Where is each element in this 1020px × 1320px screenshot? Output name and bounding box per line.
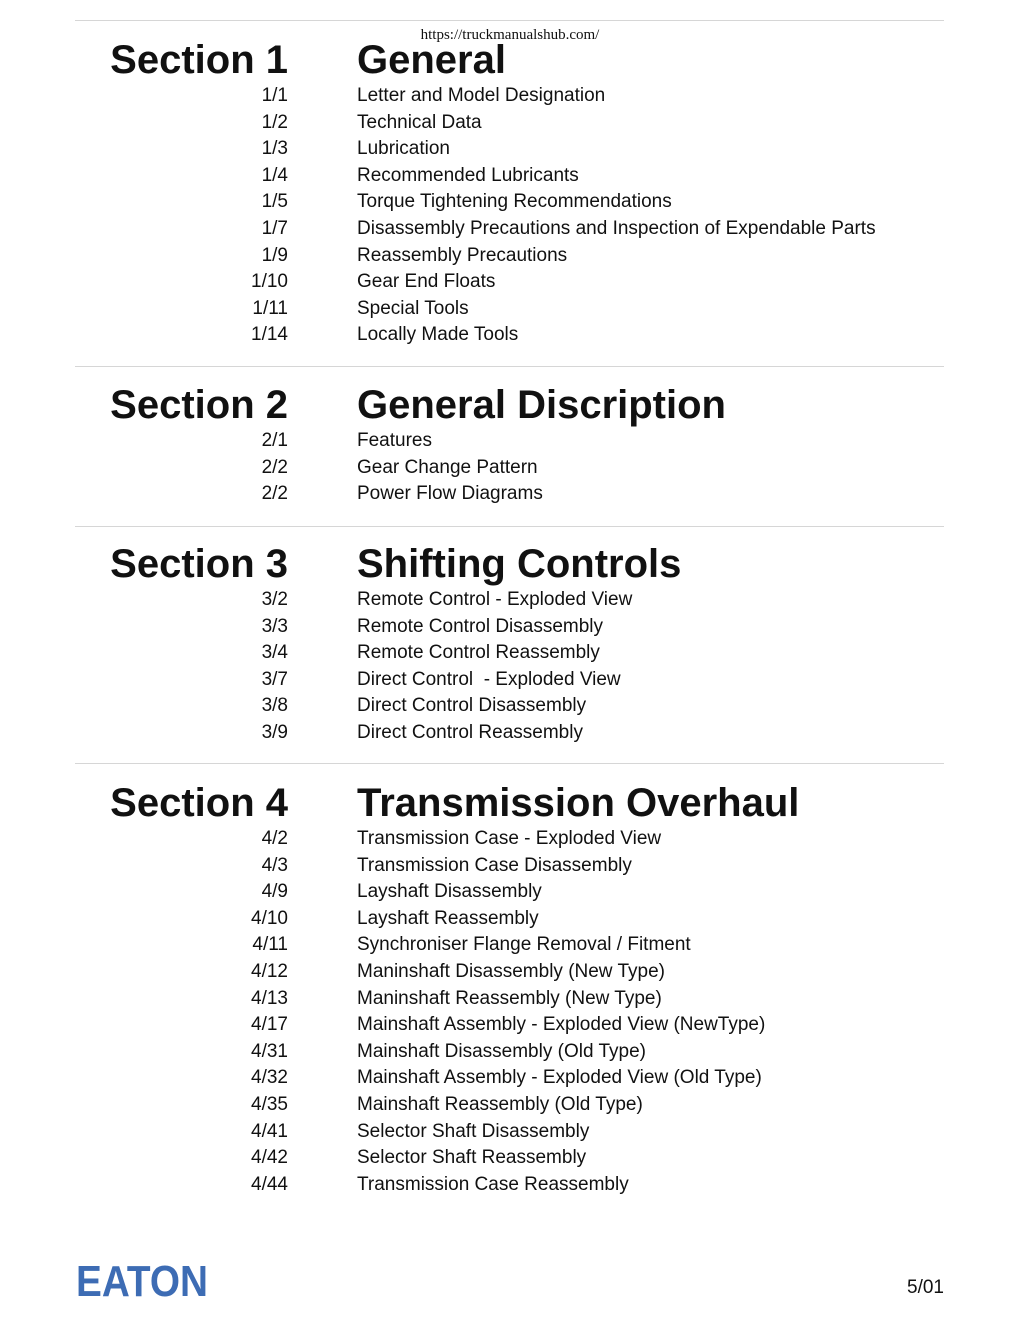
entry-page: 1/14	[251, 324, 288, 346]
entry-title: Direct Control Reassembly	[357, 721, 583, 743]
section-title: General Discription	[357, 383, 726, 427]
entry-title: Remote Control Disassembly	[357, 615, 604, 637]
toc-entry	[0, 587, 1020, 614]
toc-entry	[0, 693, 1020, 720]
entry-page: 1/7	[261, 217, 288, 239]
entry-title: Power Flow Diagrams	[357, 483, 543, 505]
section-4	[0, 780, 1020, 1198]
section-label: Section 3	[110, 542, 288, 586]
section-title: General	[357, 38, 506, 82]
entry-page: 4/10	[251, 907, 288, 929]
entry-title: Disassembly Precautions and Inspection of Expendable Parts	[357, 217, 876, 239]
entry-title: Special Tools	[357, 297, 469, 319]
toc-entry	[0, 1092, 1020, 1119]
entry-title: Transmission Case - Exploded View	[357, 828, 662, 849]
toc-entry	[0, 986, 1020, 1013]
entry-page: 2/1	[261, 430, 288, 451]
entry-list	[0, 587, 1020, 747]
entry-title: Remote Control Reassembly	[357, 642, 600, 664]
entry-list	[0, 83, 1020, 349]
entry-page: 2/2	[261, 456, 288, 478]
toc-entry	[0, 163, 1020, 190]
toc-entry	[0, 932, 1020, 959]
entry-title: Direct Control - Exploded View	[357, 668, 621, 690]
entry-title: Layshaft Disassembly	[357, 881, 542, 903]
toc-entry	[0, 83, 1020, 110]
toc-entry	[0, 1039, 1020, 1066]
entry-title: Selector Shaft Reassembly	[357, 1147, 587, 1169]
toc-entry	[0, 640, 1020, 667]
section-3	[0, 541, 1020, 747]
entry-page: 1/10	[251, 271, 288, 293]
entry-title: Mainshaft Assembly - Exploded View (Old Type)	[357, 1067, 762, 1089]
entry-page: 1/11	[252, 297, 288, 319]
entry-page: 1/1	[261, 85, 288, 106]
toc-entry	[0, 481, 1020, 508]
section-title: Transmission Overhaul	[357, 781, 800, 825]
toc-entry	[0, 614, 1020, 641]
toc-entry	[0, 1119, 1020, 1146]
entry-page: 4/3	[261, 854, 288, 876]
entry-page: 1/4	[261, 164, 288, 186]
page-number: 5/01	[907, 1277, 944, 1298]
source-url: https://truckmanualshub.com/	[420, 27, 600, 43]
section-title: Shifting Controls	[357, 542, 682, 586]
entry-page: 4/44	[251, 1173, 288, 1195]
entry-page: 1/5	[261, 191, 288, 213]
entry-page: 4/17	[251, 1014, 288, 1036]
toc-entry	[0, 853, 1020, 880]
toc-entry	[0, 879, 1020, 906]
entry-page: 4/35	[251, 1093, 288, 1115]
toc-entry	[0, 1012, 1020, 1039]
entry-title: Maninshaft Disassembly (New Type)	[357, 960, 665, 982]
entry-title: Features	[357, 430, 432, 451]
section-label: Section 1	[110, 38, 288, 82]
divider-rule	[75, 20, 944, 21]
entry-page: 4/12	[251, 960, 288, 982]
entry-title: Torque Tightening Recommendations	[357, 191, 672, 213]
section-2	[0, 382, 1020, 508]
entry-title: Selector Shaft Disassembly	[357, 1120, 590, 1142]
toc-entry	[0, 826, 1020, 853]
entry-title: Reassembly Precautions	[357, 244, 568, 266]
toc-entry	[0, 216, 1020, 243]
entry-title: Technical Data	[357, 111, 482, 133]
entry-page: 4/31	[251, 1040, 288, 1062]
toc-entry	[0, 243, 1020, 270]
entry-page: 4/9	[261, 881, 288, 903]
toc-entry	[0, 296, 1020, 323]
entry-page: 3/2	[261, 589, 288, 610]
entry-page: 1/3	[261, 138, 288, 160]
entry-title: Gear End Floats	[357, 271, 496, 293]
entry-page: 4/13	[251, 987, 288, 1009]
toc-entry	[0, 1145, 1020, 1172]
entry-title: Transmission Case Disassembly	[357, 854, 632, 876]
entry-page: 2/2	[261, 483, 288, 505]
entry-title: Letter and Model Designation	[357, 85, 606, 106]
toc-entry	[0, 959, 1020, 986]
section-heading	[0, 780, 1020, 826]
entry-title: Layshaft Reassembly	[357, 907, 539, 929]
entry-title: Gear Change Pattern	[357, 456, 538, 478]
toc-entry	[0, 1065, 1020, 1092]
toc-entry	[0, 322, 1020, 349]
entry-list	[0, 428, 1020, 508]
toc-entry	[0, 455, 1020, 482]
entry-title: Recommended Lubricants	[357, 164, 579, 186]
entry-title: Maninshaft Reassembly (New Type)	[357, 987, 662, 1009]
entry-title: Direct Control Disassembly	[357, 695, 587, 717]
divider-rule	[75, 526, 944, 527]
toc-entry	[0, 189, 1020, 216]
toc-entry	[0, 136, 1020, 163]
divider-rule	[75, 763, 944, 764]
toc-entry	[0, 906, 1020, 933]
entry-title: Mainshaft Assembly - Exploded View (NewType)	[357, 1014, 766, 1036]
entry-page: 4/41	[251, 1120, 288, 1142]
entry-title: Locally Made Tools	[357, 324, 519, 346]
toc-entry	[0, 720, 1020, 747]
toc-entry	[0, 428, 1020, 455]
entry-page: 3/4	[261, 642, 288, 664]
entry-title: Mainshaft Reassembly (Old Type)	[357, 1093, 643, 1115]
section-heading	[0, 541, 1020, 587]
entry-page: 3/9	[261, 721, 288, 743]
logo-text: EATON	[76, 1257, 208, 1306]
entry-list	[0, 826, 1020, 1198]
entry-title: Transmission Case Reassembly	[357, 1173, 629, 1195]
section-label: Section 2	[110, 383, 288, 427]
toc-entry	[0, 667, 1020, 694]
section-heading	[0, 382, 1020, 428]
section-label: Section 4	[110, 781, 288, 825]
toc-entry	[0, 269, 1020, 296]
divider-rule	[75, 366, 944, 367]
section-heading	[0, 37, 1020, 83]
entry-page: 1/9	[261, 244, 288, 266]
entry-page: 4/42	[251, 1147, 288, 1169]
entry-title: Mainshaft Disassembly (Old Type)	[357, 1040, 646, 1062]
entry-title: Remote Control - Exploded View	[357, 589, 633, 610]
entry-page: 4/32	[251, 1067, 288, 1089]
entry-page: 1/2	[261, 111, 288, 133]
entry-title: Synchroniser Flange Removal / Fitment	[357, 934, 691, 956]
entry-page: 4/2	[261, 828, 288, 849]
entry-page: 3/8	[261, 695, 288, 717]
toc-entry	[0, 1172, 1020, 1199]
entry-page: 4/11	[252, 934, 288, 956]
entry-page: 3/7	[261, 668, 288, 690]
section-1	[0, 37, 1020, 349]
eaton-logo	[76, 1257, 208, 1306]
entry-title: Lubrication	[357, 138, 450, 160]
entry-page: 3/3	[261, 615, 288, 637]
toc-entry	[0, 110, 1020, 137]
